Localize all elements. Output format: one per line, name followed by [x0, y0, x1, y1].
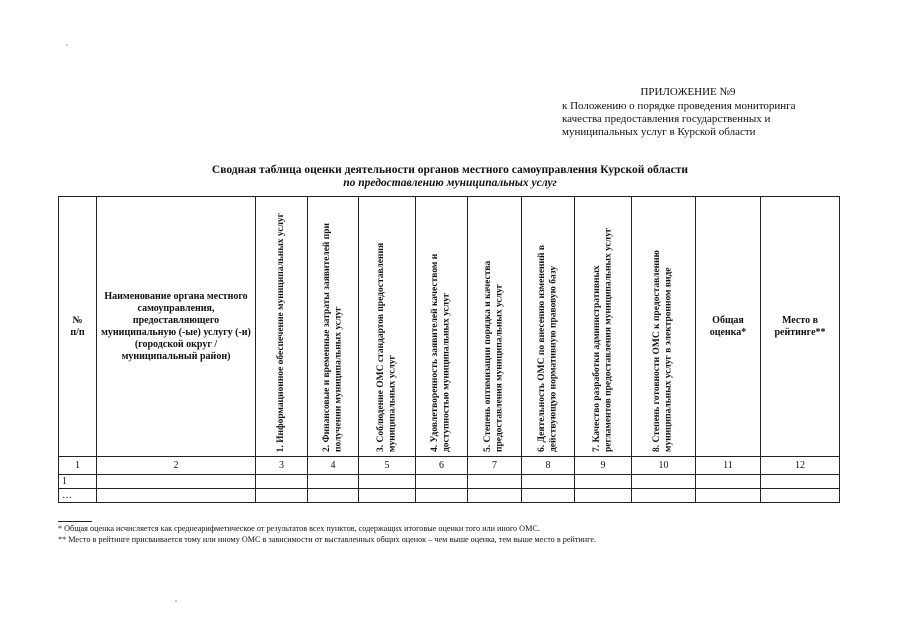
appendix-block — [562, 86, 840, 139]
table-cell — [575, 489, 632, 503]
criterion-7-label: 7. Качество разработки административных регламентов предоставления муниципальных услуг — [591, 227, 613, 452]
row-number: … — [59, 489, 97, 503]
table-cell — [256, 475, 308, 489]
column-number: 5 — [359, 457, 416, 475]
header-number: № п/п — [59, 197, 97, 457]
scan-speck — [66, 44, 68, 46]
column-number: 4 — [308, 457, 359, 475]
column-number: 7 — [468, 457, 522, 475]
table-row — [59, 489, 840, 503]
criterion-1-label: 1. Информационное обеспечение муниципальных услуг — [275, 212, 286, 452]
criterion-3-label: 3. Соблюдение ОМС стандартов предоставления муниципальных услуг — [375, 242, 397, 452]
header-organization-name: Наименование органа местного самоуправления, предоставляющего муниципальную (-ые) услугу (-и) (городской округ / муниципальный район) — [97, 197, 256, 457]
column-number: 8 — [522, 457, 575, 475]
appendix-heading: ПРИЛОЖЕНИЕ №9 — [640, 86, 736, 98]
header-criterion-6 — [522, 197, 575, 457]
table-row — [59, 475, 840, 489]
table-cell — [696, 489, 761, 503]
column-number: 12 — [761, 457, 840, 475]
header-criterion-4 — [416, 197, 468, 457]
appendix-line-3: муниципальных услуг в Курской области — [562, 126, 756, 138]
criterion-2-label: 2. Финансовые и временные затраты заявителей при получении муниципальных услуг — [321, 223, 343, 452]
header-row — [59, 197, 840, 457]
column-number: 3 — [256, 457, 308, 475]
table-cell — [761, 489, 840, 503]
table-cell — [522, 489, 575, 503]
table-cell — [308, 475, 359, 489]
header-criterion-7 — [575, 197, 632, 457]
table-cell — [359, 489, 416, 503]
column-number: 11 — [696, 457, 761, 475]
scan-speck — [175, 600, 177, 602]
criterion-4-label: 4. Удовлетворенность заявителей качеством и доступностью муниципальных услуг — [430, 253, 452, 452]
appendix-line-1: к Положению о порядке проведения мониторинга — [562, 100, 796, 112]
title-line-1: Сводная таблица оценки деятельности органов местного самоуправления Курской области — [211, 164, 689, 176]
document-title — [60, 164, 840, 190]
header-total-score: Общая оценка* — [696, 197, 761, 457]
table-cell — [468, 489, 522, 503]
header-criterion-8 — [632, 197, 696, 457]
header-criterion-3 — [359, 197, 416, 457]
table-cell — [632, 489, 696, 503]
footnote-divider — [58, 521, 92, 522]
header-criterion-5 — [468, 197, 522, 457]
column-number: 6 — [416, 457, 468, 475]
footnote-rank: ** Место в рейтинге присваивается тому или иному ОМС в зависимости от выставленных общих оценок – чем выше оценка, тем выше место в рейтинге. — [58, 535, 597, 544]
title-line-2: по предоставлению муниципальных услуг — [343, 177, 557, 189]
table-cell — [359, 475, 416, 489]
column-number: 2 — [97, 457, 256, 475]
column-number-row — [59, 457, 840, 475]
table-cell — [256, 489, 308, 503]
table-cell — [575, 475, 632, 489]
table-cell — [522, 475, 575, 489]
table-cell — [761, 475, 840, 489]
table-cell — [97, 489, 256, 503]
footnotes — [58, 521, 596, 545]
row-number: 1 — [59, 475, 97, 489]
table-cell — [632, 475, 696, 489]
column-number: 1 — [59, 457, 97, 475]
column-number: 9 — [575, 457, 632, 475]
criterion-5-label: 5. Степень оптимизации порядка и качества предоставления муниципальных услуг — [483, 260, 505, 452]
table-cell — [308, 489, 359, 503]
criterion-6-label: 6. Деятельность ОМС по внесению изменений в действующую нормативную правовую базу — [536, 245, 558, 452]
header-criterion-1 — [256, 197, 308, 457]
appendix-line-2: качества предоставления государственных и — [562, 113, 771, 125]
footnote-total-score: * Общая оценка исчисляется как среднеарифметическое от результатов всех пунктов, содержащих итоговые оценки того или иного ОМС. — [58, 524, 540, 533]
rating-table — [58, 196, 840, 503]
header-rank: Место в рейтинге** — [761, 197, 840, 457]
table-cell — [416, 475, 468, 489]
column-number: 10 — [632, 457, 696, 475]
table-cell — [468, 475, 522, 489]
criterion-8-label: 8. Степень готовности ОМС к предоставлению муниципальных услуг в электронном виде — [652, 250, 674, 452]
header-criterion-2 — [308, 197, 359, 457]
table-cell — [696, 475, 761, 489]
table-cell — [416, 489, 468, 503]
table-cell — [97, 475, 256, 489]
